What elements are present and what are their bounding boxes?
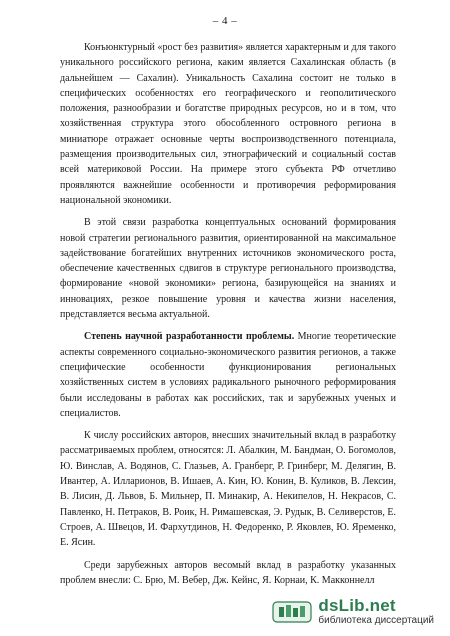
paragraph-foreign-authors <box>60 558 396 589</box>
dslib-logo-icon <box>272 600 312 624</box>
page-number: – 4 – <box>212 15 238 27</box>
paragraph-text: В этой связи разработка концептуальных оснований формирования новой стратегии регионального развития, ориентированной на максимальное задействование богатейших внутренних источников экономического роста, обеспечение качественных сдвигов в структуре регионального производства, формирование «новой экономики» региона, базирующейся на знаниях и инновациях, резкое повышение уровня и качества жизни населения, представляется весьма актуальной. <box>60 217 396 321</box>
paragraph-text: Многие теоретические аспекты современного социально-экономического развития регионов, а также специфические особенности функционирования региональных хозяйственных систем в условиях радикального рыночного реформирования были исследованы в работах как российских, так и зарубежных ученых и специалистов. <box>60 331 396 419</box>
paragraph-relevance <box>60 215 396 322</box>
paragraph-text: К числу российских авторов, внесших значительный вклад в разработку рассматриваемых проблем, относятся: Л. Абалкин, М. Бандман, О. Богомолов, Ю. Винслав, А. Водянов, С. Глазьев, А. Гранберг, Р. Гринберг, М. Делягин, В. Ивантер, А. Илларионов, В. Ишаев, А. Кин, Ю. Конин, В. Куликов, В. Лексин, В. Лисин, Д. Львов, Б. Мильнер, П. Минакир, А. Некипелов, Н. Некрасов, С. Павленко, Н. Петраков, В. Роик, Н. Римашевская, Э. Рудык, В. Селиверстов, Е. Строев, А. Швецов, И. Фархутдинов, Н. Федоренко, Р. Яковлев, Ю. Яременко, Е. Ясин. <box>60 430 396 549</box>
paragraph-text: Среди зарубежных авторов весомый вклад в разработку указанных проблем внесли: С. Брю, М. Вебер, Дж. Кейнс, Я. Корнаи, К. Макконнелл <box>60 559 396 586</box>
paragraph-heading: Степень научной разработанности проблемы. <box>84 331 295 343</box>
body-text <box>60 40 396 588</box>
paragraph-intro <box>60 40 396 208</box>
watermark <box>270 595 438 628</box>
watermark-site-name: dsLib.net <box>318 596 396 615</box>
paragraph-text: Конъюнктурный «рост без развития» является характерным и для такого уникального российского региона, каким является Сахалинская область (в дальнейшем — Сахалин). Уникальность Сахалина состоит не только в специфических особенностях его географического и геополитического положения, разнообразии и богатстве природных ресурсов, но и в том, что хозяйственная структура этого обособленного островного региона в миниатюре отражает основные черты воспроизводственного потенциала, размещения производительных сил, этнографический и социальный состав всей материковой России. На примере этого субъекта РФ отчетливо проявляются важнейшие особенности и противоречия реформирования национальной экономики. <box>60 42 396 206</box>
paragraph-russian-authors <box>60 428 396 550</box>
watermark-subtitle: библиотека диссертаций <box>318 615 434 626</box>
watermark-texts <box>318 597 434 626</box>
paragraph-research-degree <box>60 329 396 421</box>
